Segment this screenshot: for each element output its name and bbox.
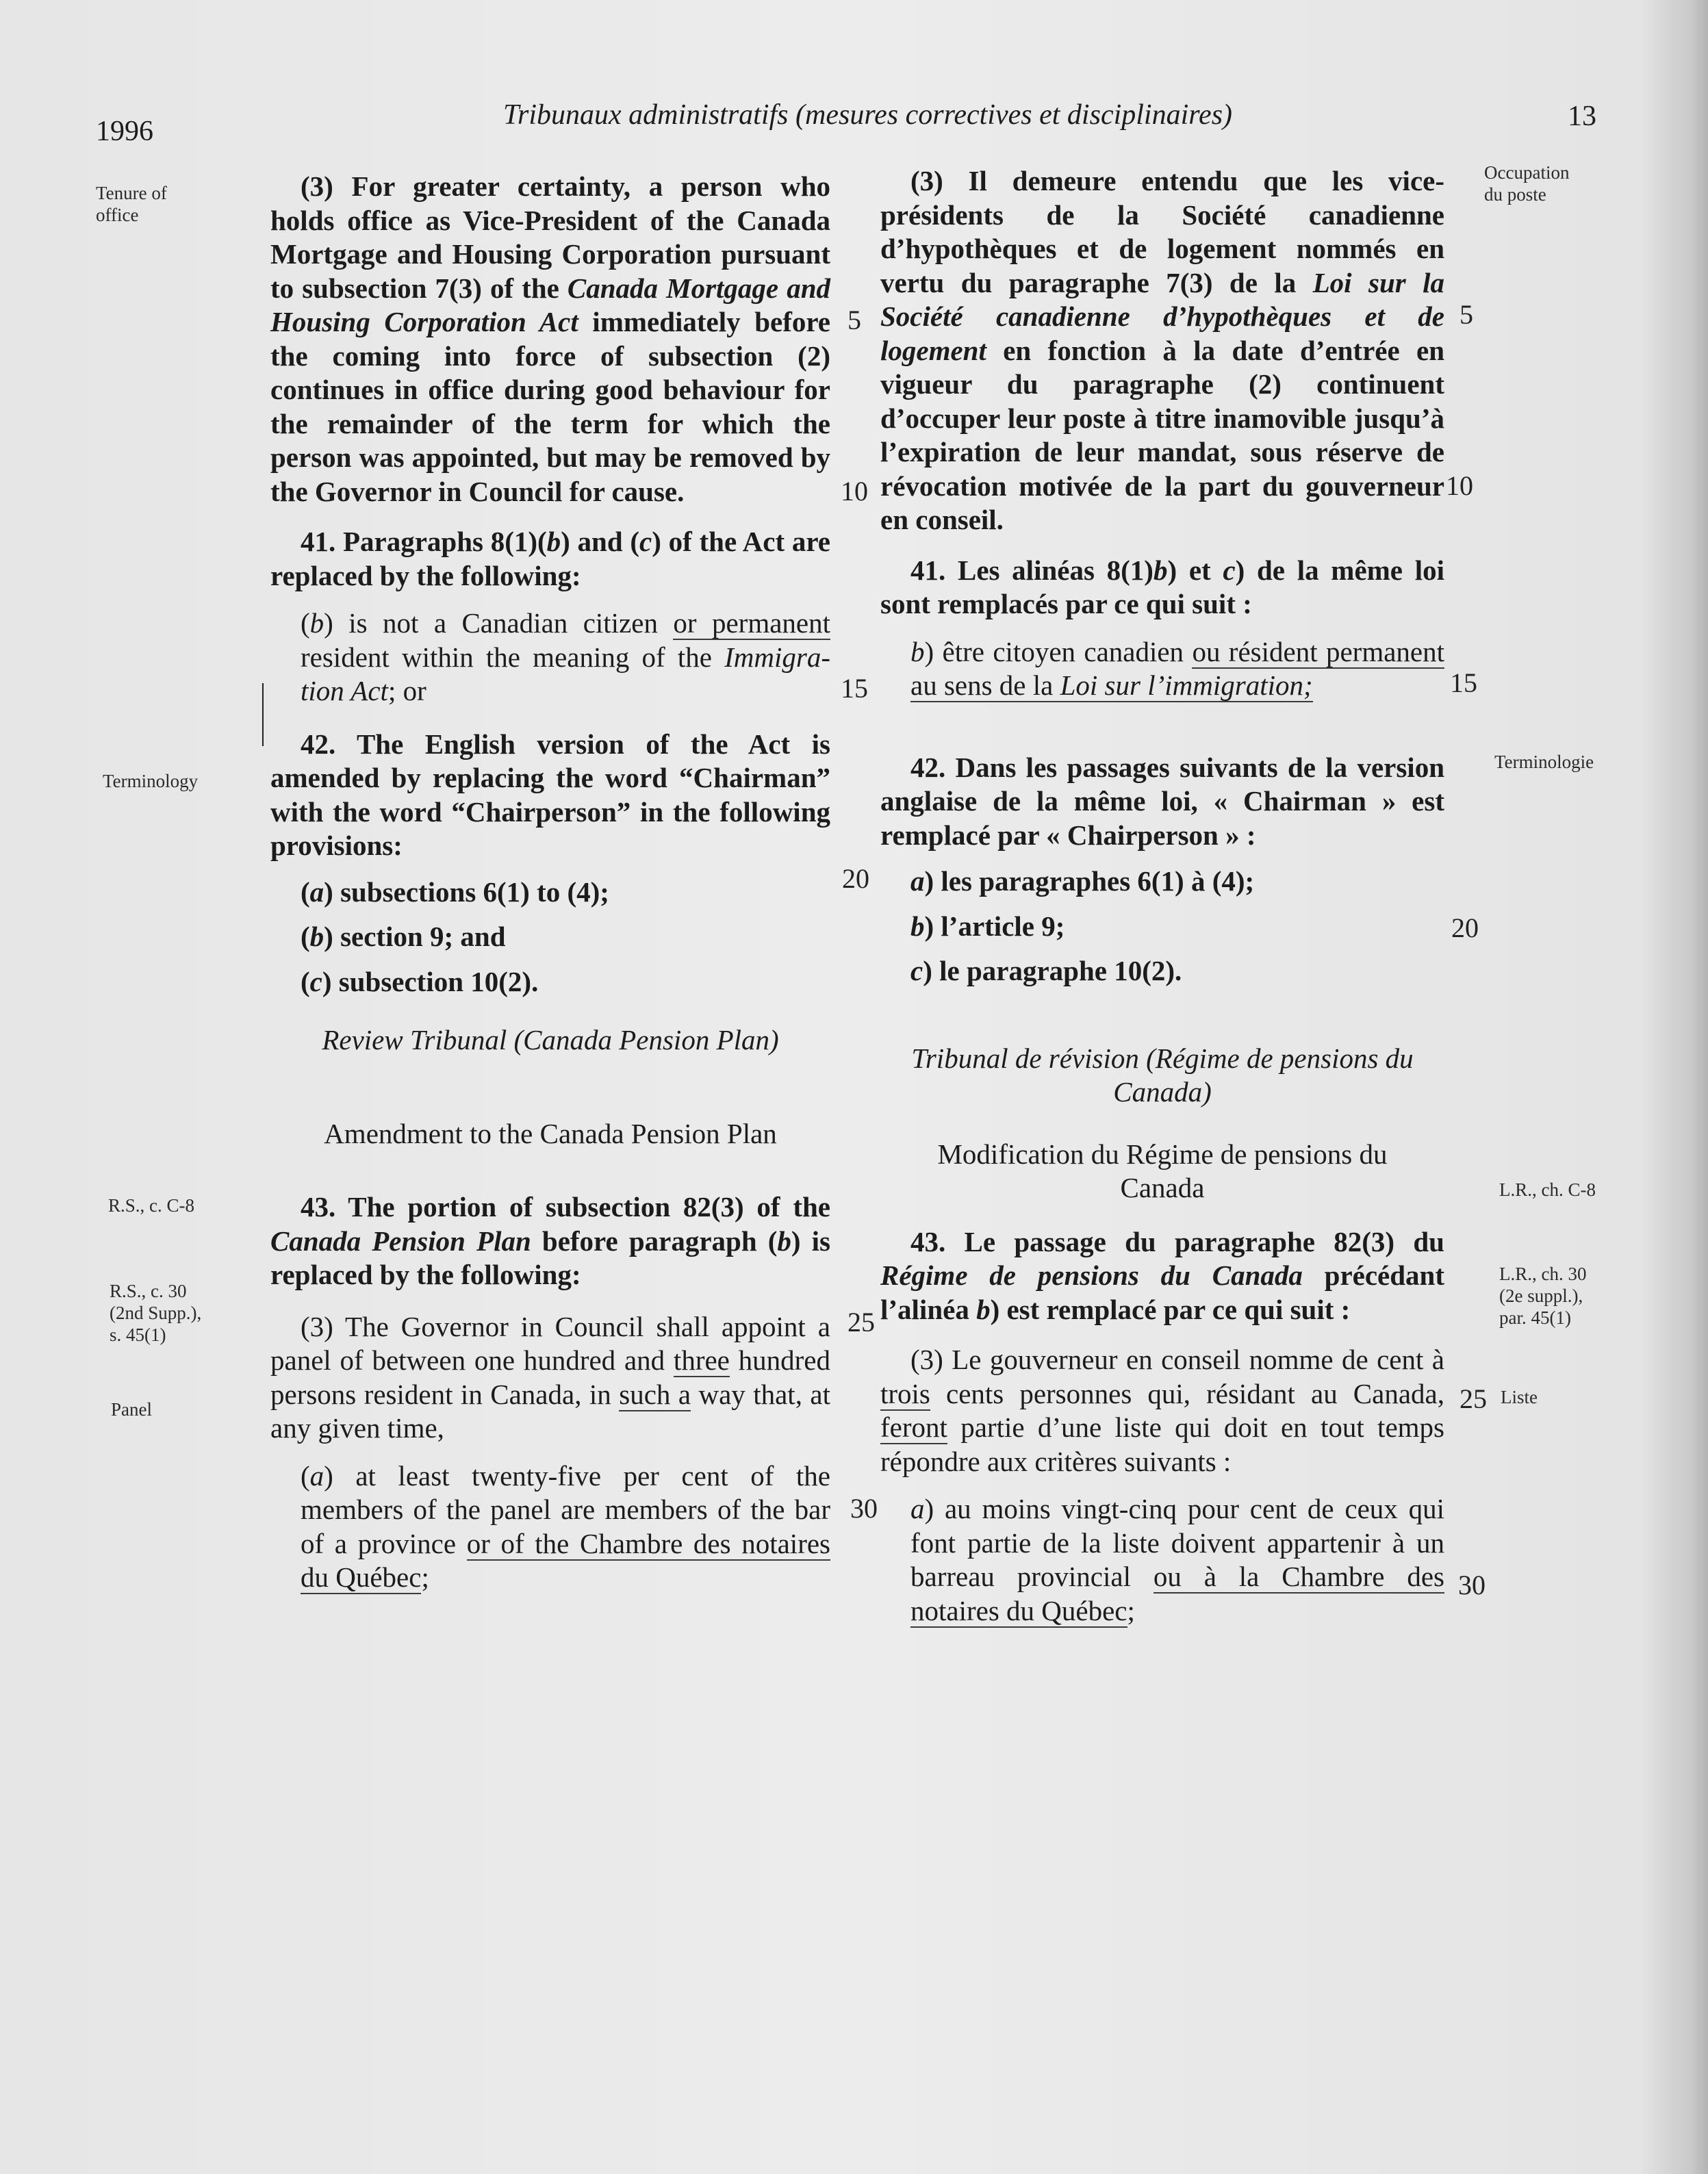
fr-clause-41	[880, 554, 1444, 622]
en-paragraph-3a	[270, 1459, 830, 1595]
act-title: Immigra-	[724, 641, 830, 673]
line-number: 30	[1458, 1570, 1486, 1600]
text-run: way that, at any given time,	[270, 1378, 830, 1444]
text-run: ) de la même loi sont remplacés par ce qui suit :	[880, 554, 1445, 619]
text-run: a	[309, 875, 324, 908]
act-title: tion Act	[301, 675, 388, 706]
text-run: section 9; and	[340, 921, 506, 952]
en-item-c: (c) subsection 10(2).	[301, 965, 539, 997]
text-run: les paragraphes 6(1) à (4);	[941, 865, 1255, 897]
inserted-text: three	[673, 1344, 730, 1376]
act-title: Canada Mortgage and Housing Corporation Act	[270, 272, 831, 337]
margin-note-panel-en: Panel	[111, 1399, 152, 1420]
inserted-text: such a	[619, 1378, 691, 1410]
fr-clause-43	[880, 1225, 1444, 1327]
text-run: 43. The portion of subsection 82(3) of the	[301, 1191, 830, 1223]
margin-note-terminology-fr: Terminologie	[1494, 752, 1594, 772]
text-run: b	[546, 526, 561, 557]
line-number: 30	[850, 1493, 878, 1524]
inserted-text: ou à la Chambre des notaires du Québec	[910, 1561, 1444, 1626]
act-title: Canada Pension Plan	[270, 1225, 531, 1257]
en-clause-42: 42. The English version of the Act is amended by replacing the word “Chairman” with the word “Chairperson” in the following provisions:	[270, 728, 830, 861]
text-run: subsection 10(2).	[338, 965, 539, 997]
fr-subsection-3-panel	[880, 1343, 1444, 1479]
text-run: immediately before the coming into force of subsection (2) continues in office during good behaviour for the remainder of the term for which the person was appointed, but may be removed by the Governor in Council for cause.	[270, 306, 830, 507]
margin-note-rs-c30-fr	[1499, 1263, 1587, 1329]
margin-note-panel-fr: Liste	[1501, 1387, 1538, 1407]
margin-note-rs-c8-fr: L.R., ch. C-8	[1499, 1179, 1596, 1200]
line-number: 15	[1450, 667, 1477, 698]
margin-note-line: Occupation	[1484, 162, 1570, 183]
fr-heading-amendment: Modification du Régime de pensions du Canada	[937, 1138, 1388, 1203]
margin-note-line: du poste	[1484, 184, 1546, 205]
en-subsection-3-panel	[270, 1310, 830, 1446]
text-run: b	[309, 921, 324, 952]
fr-heading-review-tribunal: Tribunal de révision (Régime de pensions du Canada)	[911, 1042, 1414, 1108]
inserted-text: trois	[880, 1377, 930, 1409]
margin-note-tenure-en	[96, 182, 167, 226]
text-run: ;	[1127, 1594, 1135, 1626]
margin-note-line: Tenure of	[96, 183, 167, 203]
text-run: b	[976, 1293, 991, 1325]
text-run: c	[309, 965, 322, 997]
text-run: a	[309, 1459, 324, 1492]
en-item-a: (a) subsections 6(1) to (4);	[301, 875, 609, 908]
text-run: ) et	[1167, 554, 1223, 586]
english-column	[270, 170, 830, 1595]
text-run: b	[910, 635, 925, 667]
text-run: partie d’une liste qui doit en tout temps répondre aux critères suivants :	[880, 1411, 1444, 1477]
margin-note-line: office	[96, 205, 139, 225]
text-run: resident within the meaning of the	[301, 641, 725, 673]
line-number: 5	[1460, 299, 1473, 330]
margin-note-tenure-fr	[1484, 162, 1569, 205]
text-run: ) and (	[561, 526, 640, 557]
text-run: c	[1223, 554, 1236, 586]
line-number: 10	[841, 476, 868, 507]
margin-note-line: par. 45(1)	[1499, 1307, 1571, 1328]
margin-note-line: (2e suppl.),	[1499, 1286, 1583, 1306]
line-number: 20	[1451, 912, 1479, 943]
text-run: a	[910, 1493, 925, 1524]
line-number: 15	[841, 673, 868, 704]
text-run: b	[777, 1225, 791, 1257]
margin-note-line: L.R., ch. 30	[1499, 1264, 1587, 1284]
act-title: Loi sur la Société canadienne d’hypothèques et de logement	[880, 266, 1445, 366]
text-run: ) est remplacé par ce qui suit :	[990, 1293, 1351, 1325]
inserted-text: feront	[880, 1411, 947, 1443]
fr-clause-42: 42. Dans les passages suivants de la version anglaise de la même loi, « Chairman » est remplacé par « Chairperson » :	[880, 751, 1444, 851]
text-run: b	[1153, 554, 1168, 586]
text-run: ;	[421, 1561, 429, 1593]
text-run: hundred persons resident in Canada, in	[270, 1344, 830, 1410]
change-bar	[262, 683, 264, 746]
text-run: ) is not a Canadian citizen	[324, 607, 674, 639]
text-run: l’article 9;	[941, 910, 1065, 942]
act-title: Régime de pensions du Canada	[880, 1259, 1303, 1291]
text-run: 41. Les alinéas 8(1)	[910, 554, 1153, 586]
header-title: Tribunaux administratifs (mesures correctives et disciplinaires)	[502, 99, 1233, 131]
text-run: 43. Le passage du paragraphe 82(3) du	[910, 1225, 1444, 1257]
margin-note-rs-c30-en	[110, 1280, 201, 1346]
text-run: ou résident permanent au sens de la	[910, 635, 1444, 701]
text-run: 41. Paragraphs 8(1)(	[301, 526, 547, 557]
text-run: (3) For greater certainty, a person who holds office as Vice-President of the Canada Mortgage and Housing Corporation pursuant to subsection 7(3) of the	[270, 170, 830, 304]
text-run: (	[301, 1459, 310, 1492]
text-run: ) at least twenty-five per cent of the members of the panel are members of the bar of a province	[301, 1459, 830, 1559]
margin-note-line: (2nd Supp.),	[110, 1303, 202, 1323]
en-heading-amendment: Amendment to the Canada Pension Plan	[324, 1118, 777, 1149]
text-run: en fonction à la date d’entrée en vigueur du paragraphe (2) continuent d’occuper leur poste à titre inamovible jusqu’à l’expiration de leur mandat, sous réserve de révocation motivée de la part du gouverneur en conseil.	[880, 334, 1444, 535]
fr-subsection-3	[880, 164, 1444, 537]
en-heading-review-tribunal: Review Tribunal (Canada Pension Plan)	[322, 1024, 779, 1056]
en-item-b: (b) section 9; and	[301, 921, 506, 952]
text-run: ) is replaced by the following:	[270, 1225, 830, 1290]
header-year: 1996	[96, 116, 153, 147]
text-run: b	[309, 607, 324, 639]
text-run: subsections 6(1) to (4);	[340, 875, 609, 908]
text-run: (3) Il demeure entendu que les vice-présidents de la Société canadienne d’hypothèques et de logement nommés en vertu du paragraphe 7(3) de la	[880, 165, 1444, 298]
text-run: le paragraphe 10(2).	[939, 955, 1182, 986]
margin-note-line: R.S., c. 30	[110, 1281, 187, 1301]
inserted-text: or permanent	[673, 607, 830, 639]
line-number: 5	[847, 305, 861, 335]
fr-item-b: b) l’article 9;	[910, 910, 1065, 942]
text-run: before paragraph (	[531, 1225, 778, 1257]
act-title: Loi sur l’immigration;	[1060, 669, 1313, 701]
text-run: (3) The Governor in Council shall appoint a panel of between one hundred and	[270, 1310, 830, 1376]
text-run: (3) Le gouverneur en conseil nomme de cent à	[910, 1344, 1444, 1375]
inserted-text: or of the Chambre des notaires du Québec	[301, 1527, 830, 1593]
en-paragraph-41b	[270, 606, 830, 708]
text-run: a	[910, 865, 925, 897]
text-run: b	[910, 910, 925, 942]
fr-paragraph-3a	[880, 1492, 1444, 1628]
text-run: ) au moins vingt-cinq pour cent de ceux qui font partie de la liste doivent appartenir à un barreau provincial	[910, 1493, 1444, 1592]
margin-note-line: s. 45(1)	[110, 1325, 166, 1345]
fr-paragraph-41b	[880, 635, 1444, 703]
page-number: 13	[1568, 101, 1596, 132]
text-run: cents personnes qui, résidant au Canada,	[930, 1377, 1444, 1409]
en-subsection-3	[270, 170, 830, 509]
margin-note-rs-c8-en: R.S., c. C-8	[108, 1195, 195, 1216]
text-run: (	[301, 607, 310, 639]
text-run: ; or	[387, 675, 426, 706]
line-number: 25	[847, 1307, 875, 1338]
fr-item-c: c) le paragraphe 10(2).	[910, 955, 1182, 986]
line-number: 10	[1446, 470, 1473, 501]
text-run: c	[639, 526, 652, 557]
line-number: 20	[842, 863, 869, 894]
en-clause-41	[270, 525, 830, 593]
text-run: ) of the Act are replaced by the following:	[270, 526, 830, 591]
fr-item-a: a) les paragraphes 6(1) à (4);	[910, 865, 1255, 897]
en-clause-43	[270, 1190, 830, 1292]
text-run: précédant l’alinéa	[880, 1259, 1444, 1325]
french-column	[880, 164, 1444, 1628]
text-run: c	[910, 955, 923, 986]
margin-note-terminology-en: Terminology	[103, 771, 199, 791]
text-run: ) être citoyen canadien	[924, 635, 1193, 667]
line-number: 25	[1460, 1383, 1487, 1414]
